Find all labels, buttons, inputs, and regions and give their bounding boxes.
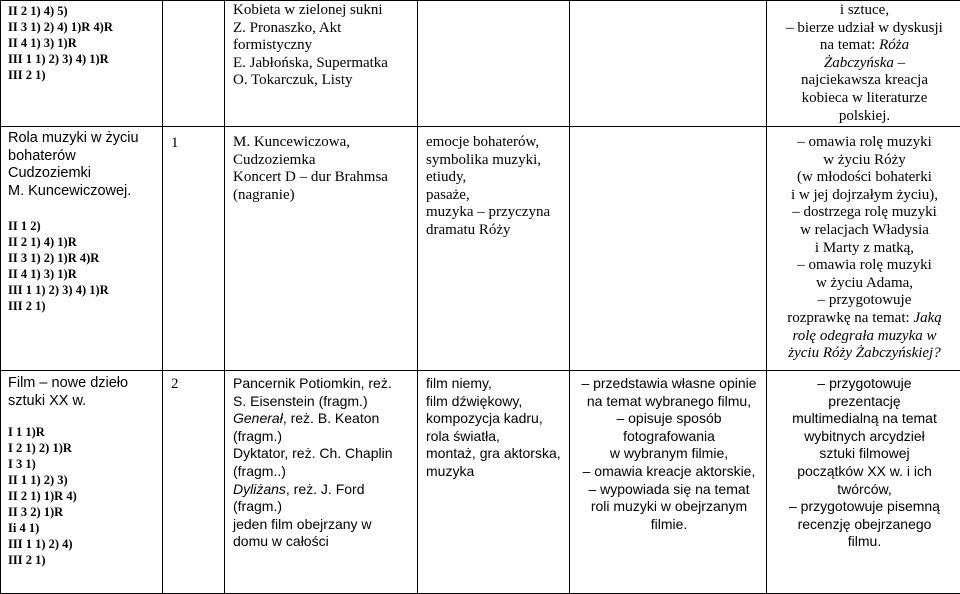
table-row [1,1,960,127]
hours-cell [163,1,225,127]
topic-cell: Rola muzyki w życiu bohaterów Cudzoziemki M. Kuncewiczowej. II 1 2) II 2 1) 4) 1)R II 3 1) 2) 1)R 4)R II 4 1) 3) 1)R III 1 1) 2) 3) 4) 1)R III 2 1) [1,127,163,371]
works-cell: Pancernik Potiomkin, reż. S. Eisenstein (fragm.) Generał, reż. B. Keaton (fragm.) Dyktator, reż. Ch. Chaplin (fragm..) Dyliżans, reż. J. Ford (fragm.) jeden film obejrzany w domu w całości [225,371,418,594]
works-cell: Kobieta w zielonej sukni Z. Pronaszko, Akt formistyczny E. Jabłońska, Supermatka O. Tokarczuk, Listy [225,1,418,127]
concepts-cell: emocje bohaterów, symbolika muzyki, etiudy, pasaże, muzyka – przyczyna dramatu Róży [418,127,570,371]
topic-cell: Film – nowe dzieło sztuki XX w. I 1 1)R I 2 1) 2) 1)R I 3 1) II 1 1) 2) 3) II 2 1) 1)R 4) II 3 2) 1)R Ii 4 1) III 1 1) 2) 4) III 2 1) [1,371,163,594]
tasks-cell: – omawia rolę muzyki w życiu Róży (w młodości bohaterki i w jej dojrzałym życiu), – dostrzega rolę muzyki w relacjach Władysia i Marty z matką, – omawia rolę muzyki w życiu Adama, – przygotowuje rozprawkę na temat: Jaką rolę odegrała muzyka w życiu Róży Żabczyńskiej? [767,127,960,371]
hours-cell: 1 [163,127,225,371]
concepts-cell [418,1,570,127]
skills-cell [570,127,767,371]
hours-cell: 2 [163,371,225,594]
codes-cell: II 2 1) 4) 5) II 3 1) 2) 4) 1)R 4)R II 4 1) 3) 1)R III 1 1) 2) 3) 4) 1)R III 2 1) [1,1,163,127]
table-row [1,127,960,371]
table-row [1,371,960,594]
works-cell: M. Kuncewiczowa, Cudzoziemka Koncert D – dur Brahmsa (nagranie) [225,127,418,371]
skills-cell: – przedstawia własne opinie na temat wybranego filmu, – opisuje sposób fotografowania w wybranym filmie, – omawia kreacje aktorskie, – wypowiada się na temat roli muzyki w obejrzanym filmie. [570,371,767,594]
tasks-cell: – przygotowuje prezentację multimedialną na temat wybitnych arcydzieł sztuki filmowej początków XX w. i ich twórców, – przygotowuje pisemną recenzję obejrzanego filmu. [767,371,960,594]
skills-cell [570,1,767,127]
tasks-cell: i sztuce, – bierze udział w dyskusji na temat: Róża Żabczyńska – najciekawsza kreacja kobieca w literaturze polskiej. [767,1,960,127]
concepts-cell: film niemy, film dźwiękowy, kompozycja kadru, rola światła, montaż, gra aktorska, muzyka [418,371,570,594]
